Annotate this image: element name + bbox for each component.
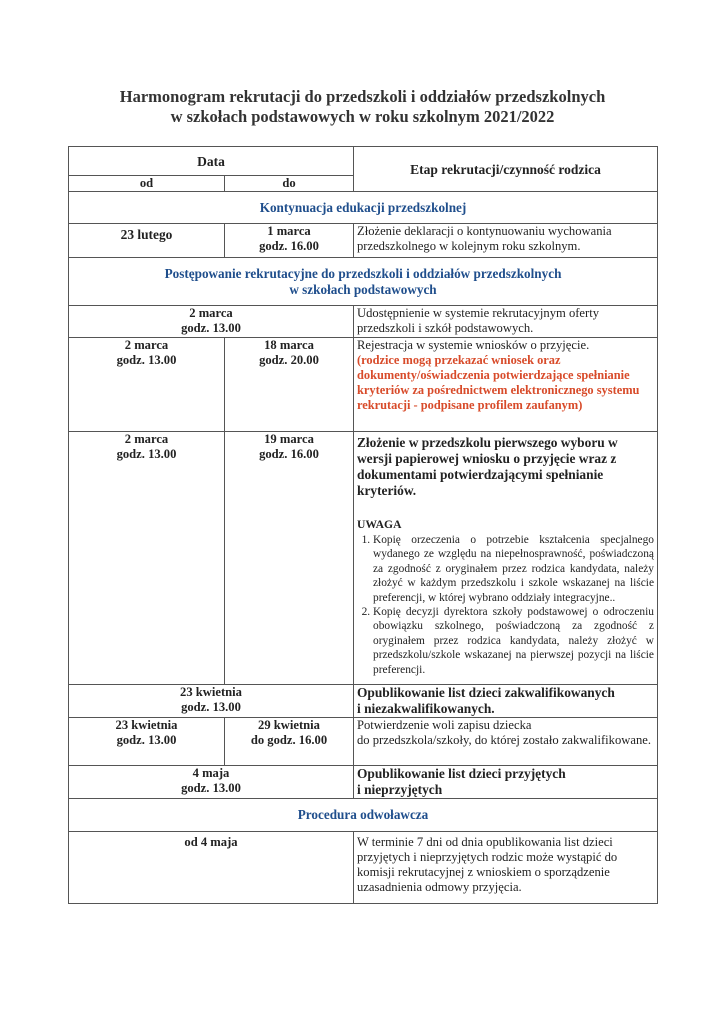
row3-electronic-note: (rodzice mogą przekazać wniosek oraz dokumenty/oświadczenia potwierdzające spełnianie kryteriów za pośrednictwem elektronicznego systemu rekrutacji - podpisane profilem zaufanym)	[357, 353, 640, 412]
table-row	[69, 832, 658, 904]
schedule-table	[68, 146, 658, 904]
row6-od-date: 23 kwietnia	[115, 718, 178, 732]
section-kontynuacja: Kontynuacja edukacji przedszkolnej	[69, 192, 658, 224]
row4-opis: Złożenie w przedszkolu pierwszego wyboru w wersji papierowej wniosku o przyjęcie wraz z dokumentami potwierdzającymi spełnianie kryteriów.	[357, 435, 618, 498]
header-od: od	[69, 176, 225, 192]
row7-opis-line1: Opublikowanie list dzieci przyjętych	[357, 766, 566, 781]
table-row	[69, 224, 658, 258]
table-row	[69, 766, 658, 799]
row8-date: od 4 maja	[69, 832, 354, 904]
row2-time: godz. 13.00	[181, 321, 241, 335]
header-etap: Etap rekrutacji/czynność rodzica	[354, 147, 658, 192]
table-row	[69, 718, 658, 766]
table-row	[69, 338, 658, 432]
row1-do-time: godz. 16.00	[259, 239, 319, 253]
page-title: Harmonogram rekrutacji do przedszkoli i oddziałów przedszkolnych	[119, 87, 606, 106]
row4-uwaga-item-1: 1. Kopię orzeczenia o potrzebie kształcenia specjalnego wydanego ze względu na niepełnosprawność, poświadczoną za zgodność z oryginałem przez rodzica kandydata, należy złożyć w każdym przedszkolu i szkole wskazanej na liście preferencji, w której wybrano oddziały integracyjne..	[373, 533, 654, 605]
row8-opis: W terminie 7 dni od dnia opublikowania list dzieci przyjętych i nieprzyjętych rodzic może wystąpić do komisji rekrutacyjnej z wnioskiem o sporządzenie uzasadnienia odmowy przyjęcia.	[354, 832, 658, 904]
row4-do-date: 19 marca	[264, 432, 314, 446]
row6-opis-line2: do przedszkola/szkoły, do której zostało zakwalifikowane.	[357, 733, 651, 747]
header-data: Data	[69, 147, 354, 176]
row6-opis-line1: Potwierdzenie woli zapisu dziecka	[357, 718, 532, 732]
row4-od-time: godz. 13.00	[116, 447, 177, 461]
row5-time: godz. 13.00	[181, 700, 241, 714]
row1-do-date: 1 marca	[267, 224, 311, 238]
row4-uwaga-item-2: 2. Kopię decyzji dyrektora szkoły podstawowej o odroczeniu obowiązku szkolnego, poświadczoną za zgodność z oryginałem przez rodzica kandydata, należy złożyć w przedszkolu/szkole wskazanej na pierwszej pozycji na liście preferencji.	[373, 605, 654, 677]
header-do: do	[225, 176, 354, 192]
row4-od-date: 2 marca	[124, 432, 169, 446]
row6-od-time: godz. 13.00	[116, 733, 177, 747]
row3-od-time: godz. 13.00	[116, 353, 177, 367]
table-row	[69, 685, 658, 718]
table-row	[69, 306, 658, 338]
row5-opis-line1: Opublikowanie list dzieci zakwalifikowanych	[357, 685, 615, 700]
section-postepowanie-line1: Postępowanie rekrutacyjne do przedszkoli i oddziałów przedszkolnych	[164, 265, 562, 281]
row4-uwaga-label: UWAGA	[357, 518, 402, 531]
row4-uwaga-list	[357, 533, 654, 677]
section-postepowanie-line2: w szkołach podstawowych	[289, 281, 437, 297]
row1-opis: Złożenie deklaracji o kontynuowaniu wychowania przedszkolnego w kolejnym roku szkolnym.	[354, 224, 658, 258]
row2-date: 2 marca	[189, 306, 233, 320]
table-row	[69, 432, 658, 685]
row3-do-date: 18 marca	[264, 338, 314, 352]
row2-opis: Udostępnienie w systemie rekrutacyjnym oferty przedszkoli i szkół podstawowych.	[354, 306, 658, 338]
section-odwolawcza: Procedura odwoławcza	[69, 799, 658, 832]
row6-do-date: 29 kwietnia	[258, 718, 320, 732]
row7-date: 4 maja	[192, 766, 230, 780]
row1-od: 23 lutego	[69, 224, 225, 258]
row7-opis-line2: i nieprzyjętych	[357, 782, 443, 797]
row5-date: 23 kwietnia	[180, 685, 242, 699]
row5-opis-line2: i niezakwalifikowanych.	[357, 701, 495, 716]
row4-do-time: godz. 16.00	[259, 447, 319, 461]
page-subtitle: w szkołach podstawowych w roku szkolnym 2021/2022	[170, 107, 555, 126]
row3-od-date: 2 marca	[124, 338, 169, 352]
row7-time: godz. 13.00	[181, 781, 241, 795]
row6-do-time: do godz. 16.00	[250, 733, 328, 747]
row3-opis: Rejestracja w systemie wniosków o przyjęcie.	[357, 338, 590, 352]
row3-do-time: godz. 20.00	[259, 353, 319, 367]
